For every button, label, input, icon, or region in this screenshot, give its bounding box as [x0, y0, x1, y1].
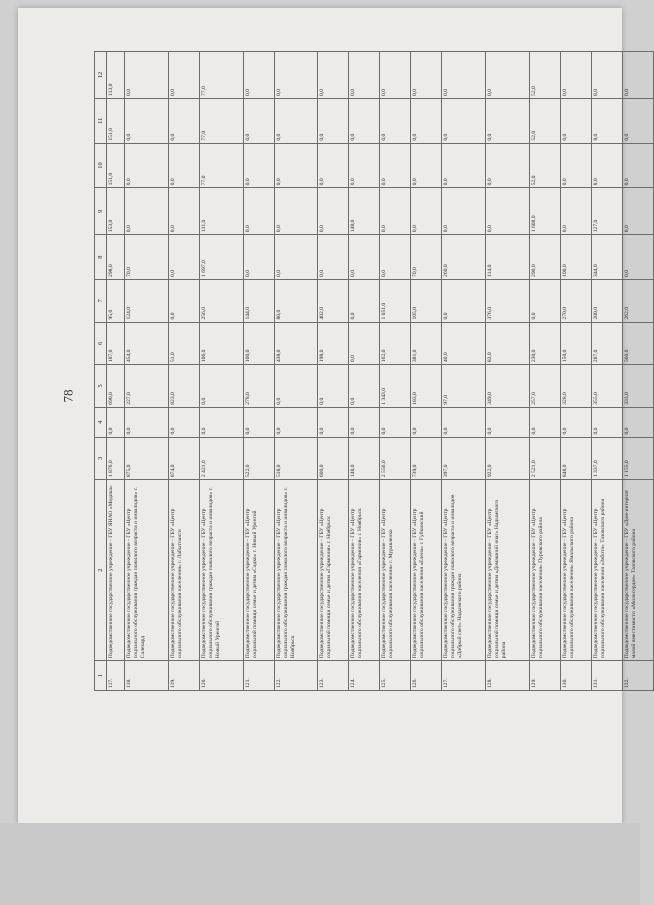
- value-cell: 922,0: [486, 437, 530, 480]
- value-cell: 151,0: [107, 98, 125, 143]
- table-row: [125, 52, 169, 691]
- row-index-cell: 131.: [591, 661, 622, 691]
- row-index-cell: 123.: [318, 661, 349, 691]
- row-index-cell: 122.: [274, 661, 318, 691]
- header-row: [95, 52, 107, 691]
- value-cell: 381,0: [411, 322, 442, 365]
- value-cell: 823,0: [168, 365, 199, 408]
- value-cell: 0,0: [168, 407, 199, 437]
- institution-name-cell: Подведомственное государственное учреждение - ГБУ «Центр социальной помощи семье и детям «Гармония» г. Ноябрьск: [318, 480, 349, 661]
- value-cell: 0,0: [442, 143, 486, 188]
- value-cell: 848,0: [560, 437, 591, 480]
- value-cell: 8,0: [591, 143, 622, 188]
- value-cell: 0,0: [243, 52, 274, 99]
- value-cell: 0,0: [442, 52, 486, 99]
- value-cell: 1 608,0: [529, 188, 560, 235]
- value-cell: 0,0: [125, 143, 169, 188]
- value-cell: 0,0: [168, 143, 199, 188]
- value-cell: 0,0: [318, 235, 349, 280]
- value-cell: 262,0: [622, 279, 653, 322]
- row-index-cell: 127.: [442, 661, 486, 691]
- table-row: [560, 52, 591, 691]
- row-index-cell: 118.: [125, 661, 169, 691]
- column-header: 3: [95, 437, 107, 480]
- value-cell: 0,0: [125, 52, 169, 99]
- value-cell: 0,0: [380, 143, 411, 188]
- value-cell: 150,0: [560, 322, 591, 365]
- value-cell: 260,0: [442, 235, 486, 280]
- value-cell: 0,0: [125, 407, 169, 437]
- row-index-cell: 132.: [622, 661, 653, 691]
- value-cell: 200,0: [591, 279, 622, 322]
- value-cell: 0,0: [243, 407, 274, 437]
- value-cell: 0,0: [349, 279, 380, 322]
- value-cell: 0,0: [442, 279, 486, 322]
- column-header: 10: [95, 143, 107, 188]
- value-cell: 0,0: [199, 365, 243, 408]
- value-cell: 0,0: [168, 235, 199, 280]
- value-cell: 0,0: [274, 188, 318, 235]
- value-cell: 0,0: [243, 188, 274, 235]
- table-row: [318, 52, 349, 691]
- value-cell: 0,0: [380, 52, 411, 99]
- value-cell: 2 421,0: [199, 437, 243, 480]
- value-cell: 328,0: [560, 365, 591, 408]
- value-cell: 0,0: [622, 235, 653, 280]
- value-cell: 144,0: [243, 279, 274, 322]
- value-cell: 349,0: [486, 365, 530, 408]
- value-cell: 0,0: [380, 188, 411, 235]
- value-cell: 0,0: [622, 407, 653, 437]
- value-cell: 0,0: [411, 188, 442, 235]
- value-cell: 0,0: [486, 188, 530, 235]
- value-cell: 113,0: [107, 52, 125, 99]
- column-header: 5: [95, 365, 107, 408]
- value-cell: 0,0: [442, 188, 486, 235]
- column-header: 11: [95, 98, 107, 143]
- value-cell: 560,0: [622, 322, 653, 365]
- row-index-cell: 119.: [168, 661, 199, 691]
- value-cell: 278,0: [243, 365, 274, 408]
- column-header: 7: [95, 279, 107, 322]
- value-cell: 397,0: [442, 437, 486, 480]
- value-cell: 0,0: [243, 98, 274, 143]
- value-cell: 230,0: [529, 322, 560, 365]
- value-cell: 0,0: [486, 143, 530, 188]
- value-cell: 0,0: [529, 407, 560, 437]
- value-cell: 0,0: [125, 188, 169, 235]
- value-cell: 0,0: [274, 365, 318, 408]
- value-cell: 114,0: [486, 235, 530, 280]
- value-cell: 97,0: [442, 365, 486, 408]
- table-row: [107, 52, 125, 691]
- value-cell: 0,0: [560, 143, 591, 188]
- value-cell: 183,0: [411, 365, 442, 408]
- value-cell: 0,0: [318, 188, 349, 235]
- value-cell: 162,0: [380, 322, 411, 365]
- value-cell: 0,0: [318, 52, 349, 99]
- institution-name-cell: Подведомственное государственное учреждение - ГБУ «Центр социального обслуживания граждан пожилого возраста и инвалидов «Добрый свет» Надымского района: [442, 480, 486, 661]
- value-cell: 0,0: [274, 235, 318, 280]
- value-cell: 1 051,0: [380, 279, 411, 322]
- value-cell: 0,0: [274, 143, 318, 188]
- value-cell: 52,0: [529, 98, 560, 143]
- value-cell: 0,0: [411, 407, 442, 437]
- table-row: [591, 52, 622, 691]
- table-row: [243, 52, 274, 691]
- value-cell: 105,0: [411, 279, 442, 322]
- value-cell: 127,0: [591, 188, 622, 235]
- value-cell: 0,0: [274, 98, 318, 143]
- value-cell: 0,0: [380, 407, 411, 437]
- value-cell: 0,0: [168, 188, 199, 235]
- value-cell: 0,0: [318, 365, 349, 408]
- value-cell: 198,0: [318, 322, 349, 365]
- value-cell: 0,0: [486, 98, 530, 143]
- institution-name-cell: Подведомственное государственное учреждение - ГБУ «Центр социальной помощи семье и детям «Садко» г. Новый Уренгой: [243, 480, 274, 661]
- table-row: [380, 52, 411, 691]
- value-cell: 1 697,0: [199, 235, 243, 280]
- value-cell: 77,0: [199, 52, 243, 99]
- value-cell: 1 337,0: [591, 437, 622, 480]
- value-cell: 100,0: [560, 235, 591, 280]
- value-cell: 0,0: [622, 52, 653, 99]
- institution-name-cell: Подведомственное государственное учреждение - ГБУ «Центр социального обслуживания населения «Забота» Тазовского района: [591, 480, 622, 661]
- value-cell: 0,0: [243, 235, 274, 280]
- budget-table: [94, 51, 654, 691]
- value-cell: 77,0: [199, 143, 243, 188]
- value-cell: 0,0: [243, 143, 274, 188]
- column-header: 2: [95, 480, 107, 661]
- row-index-cell: 121.: [243, 661, 274, 691]
- institution-name-cell: Подведомственное государственное учреждение - ГБУ «Дом-интернат малой вместимости «Милосердие» Тазовского района: [622, 480, 653, 661]
- value-cell: 0,0: [529, 279, 560, 322]
- row-index-cell: 117.: [107, 661, 125, 691]
- row-index-cell: 128.: [486, 661, 530, 691]
- row-index-cell: 129.: [529, 661, 560, 691]
- value-cell: 40,0: [442, 322, 486, 365]
- row-index-cell: 124.: [349, 661, 380, 691]
- value-cell: 0,0: [349, 143, 380, 188]
- value-cell: 0,0: [349, 407, 380, 437]
- value-cell: 1 155,0: [622, 437, 653, 480]
- value-cell: 270,0: [560, 279, 591, 322]
- value-cell: 290,0: [529, 235, 560, 280]
- table-row: [529, 52, 560, 691]
- value-cell: 739,0: [411, 437, 442, 480]
- column-header: 6: [95, 322, 107, 365]
- table-row: [168, 52, 199, 691]
- rotated-table-container: [94, 51, 654, 691]
- institution-name-cell: Подведомственное государственное учреждение - ГБУ «Центр социального обслуживания населения «Гармония» г. Ноябрьск: [349, 480, 380, 661]
- value-cell: 0,0: [125, 98, 169, 143]
- value-cell: 1 876,0: [107, 437, 125, 480]
- value-cell: 8,0: [591, 98, 622, 143]
- value-cell: 0,0: [168, 98, 199, 143]
- value-cell: 83,0: [486, 322, 530, 365]
- value-cell: 0,0: [318, 407, 349, 437]
- institution-name-cell: Подведомственное государственное учреждение - ГБУ «Центр социального обслуживания населения» Пуровского района: [529, 480, 560, 661]
- value-cell: 0,0: [107, 407, 125, 437]
- value-cell: 376,0: [486, 279, 530, 322]
- value-cell: 1 343,0: [380, 365, 411, 408]
- value-cell: 0,0: [560, 407, 591, 437]
- value-cell: 874,0: [168, 437, 199, 480]
- value-cell: 875,0: [125, 437, 169, 480]
- value-cell: 402,0: [318, 279, 349, 322]
- value-cell: 80,0: [274, 279, 318, 322]
- value-cell: 0,0: [349, 322, 380, 365]
- value-cell: 0,0: [318, 98, 349, 143]
- table-row: [442, 52, 486, 691]
- value-cell: 0,0: [622, 98, 653, 143]
- institution-name-cell: Подведомственное государственное учреждение - ГБУ «Центр социального обслуживания населения» г. Лабытнанги: [168, 480, 199, 661]
- table-row: [349, 52, 380, 691]
- institution-name-cell: Подведомственное государственное учреждение - ГБУ «Центр социального обслуживания граждан пожилого возраста и инвалидов» г. Салехард: [125, 480, 169, 661]
- value-cell: 0,0: [411, 143, 442, 188]
- institution-name-cell: Подведомственное государственное учреждение - ГБУ ЯНАО «Медика»: [107, 480, 125, 661]
- row-index-cell: 126.: [411, 661, 442, 691]
- table-row: [199, 52, 243, 691]
- value-cell: 124,0: [125, 279, 169, 322]
- value-cell: 153,0: [107, 188, 125, 235]
- value-cell: 0,0: [560, 98, 591, 143]
- value-cell: 0,0: [622, 188, 653, 235]
- value-cell: 100,0: [243, 322, 274, 365]
- value-cell: 227,0: [125, 365, 169, 408]
- value-cell: 333,0: [622, 365, 653, 408]
- value-cell: 0,0: [199, 407, 243, 437]
- value-cell: 131,0: [199, 188, 243, 235]
- value-cell: 298,0: [107, 235, 125, 280]
- document-page: [18, 8, 637, 823]
- value-cell: 0,0: [442, 407, 486, 437]
- value-cell: 0,0: [349, 365, 380, 408]
- table-row: [274, 52, 318, 691]
- value-cell: 0,0: [349, 98, 380, 143]
- value-cell: 95,0: [107, 279, 125, 322]
- institution-name-cell: Подведомственное государственное учреждение - ГБУ «Центр социального обслуживания населения «Елена» г. Губкинский: [411, 480, 442, 661]
- value-cell: 256,0: [199, 279, 243, 322]
- row-index-cell: 120.: [199, 661, 243, 691]
- value-cell: 148,0: [349, 437, 380, 480]
- row-index-cell: 130.: [560, 661, 591, 691]
- column-header: 8: [95, 235, 107, 280]
- value-cell: 52,0: [529, 52, 560, 99]
- value-cell: 0,0: [411, 52, 442, 99]
- value-cell: 0,0: [560, 188, 591, 235]
- value-cell: 690,0: [107, 365, 125, 408]
- value-cell: 0,0: [560, 52, 591, 99]
- value-cell: 344,0: [591, 235, 622, 280]
- value-cell: 0,0: [442, 98, 486, 143]
- table-row: [486, 52, 530, 691]
- value-cell: 0,0: [486, 52, 530, 99]
- value-cell: 0,0: [622, 143, 653, 188]
- institution-name-cell: Подведомственное государственное учреждение - ГБУ «Центр социального обслуживания населения» г. Муравленко: [380, 480, 411, 661]
- value-cell: 0,0: [349, 235, 380, 280]
- value-cell: 0,0: [318, 143, 349, 188]
- value-cell: 77,0: [199, 98, 243, 143]
- value-cell: 0,0: [591, 407, 622, 437]
- value-cell: 0,0: [168, 52, 199, 99]
- value-cell: 70,0: [125, 235, 169, 280]
- value-cell: 0,0: [380, 235, 411, 280]
- page-number: 78: [60, 389, 76, 403]
- scan-background: [0, 823, 640, 905]
- value-cell: 522,0: [243, 437, 274, 480]
- value-cell: 600,0: [318, 437, 349, 480]
- institution-name-cell: Подведомственное государственное учреждение - ГБУ «Центр социальной помощи семье и детям «Домашний очаг» Надымского района: [486, 480, 530, 661]
- value-cell: 148,0: [349, 188, 380, 235]
- column-header: 4: [95, 407, 107, 437]
- table-row: [411, 52, 442, 691]
- value-cell: 51,0: [168, 322, 199, 365]
- column-header: 12: [95, 52, 107, 99]
- column-header: 9: [95, 188, 107, 235]
- value-cell: 187,0: [107, 322, 125, 365]
- value-cell: 0,0: [274, 52, 318, 99]
- institution-name-cell: Подведомственное государственное учреждение - ГБУ «Центр социального обслуживания граждан пожилого возраста и инвалидов» г. Ноябрьск: [274, 480, 318, 661]
- value-cell: 151,0: [107, 143, 125, 188]
- value-cell: 0,0: [349, 52, 380, 99]
- institution-name-cell: Подведомственное государственное учреждение - ГБУ «Центр социального обслуживания населения» Ямальского района: [560, 480, 591, 661]
- value-cell: 0,0: [274, 407, 318, 437]
- value-cell: 0,0: [411, 98, 442, 143]
- value-cell: 106,0: [199, 322, 243, 365]
- value-cell: 70,0: [411, 235, 442, 280]
- table-row: [622, 52, 653, 691]
- value-cell: 0,0: [486, 407, 530, 437]
- value-cell: 287,0: [591, 322, 622, 365]
- value-cell: 257,0: [529, 365, 560, 408]
- value-cell: 355,0: [591, 365, 622, 408]
- value-cell: 518,0: [274, 437, 318, 480]
- value-cell: 0,0: [168, 279, 199, 322]
- row-index-cell: 125.: [380, 661, 411, 691]
- value-cell: 438,0: [274, 322, 318, 365]
- value-cell: 454,0: [125, 322, 169, 365]
- value-cell: 2 521,0: [529, 437, 560, 480]
- column-header: 1: [95, 661, 107, 691]
- institution-name-cell: Подведомственное государственное учреждение - ГБУ «Центр социального обслуживания граждан пожилого возраста и инвалидов» г. Новый Уренгой: [199, 480, 243, 661]
- value-cell: 52,0: [529, 143, 560, 188]
- value-cell: 2 556,0: [380, 437, 411, 480]
- value-cell: 0,0: [380, 98, 411, 143]
- value-cell: 8,0: [591, 52, 622, 99]
